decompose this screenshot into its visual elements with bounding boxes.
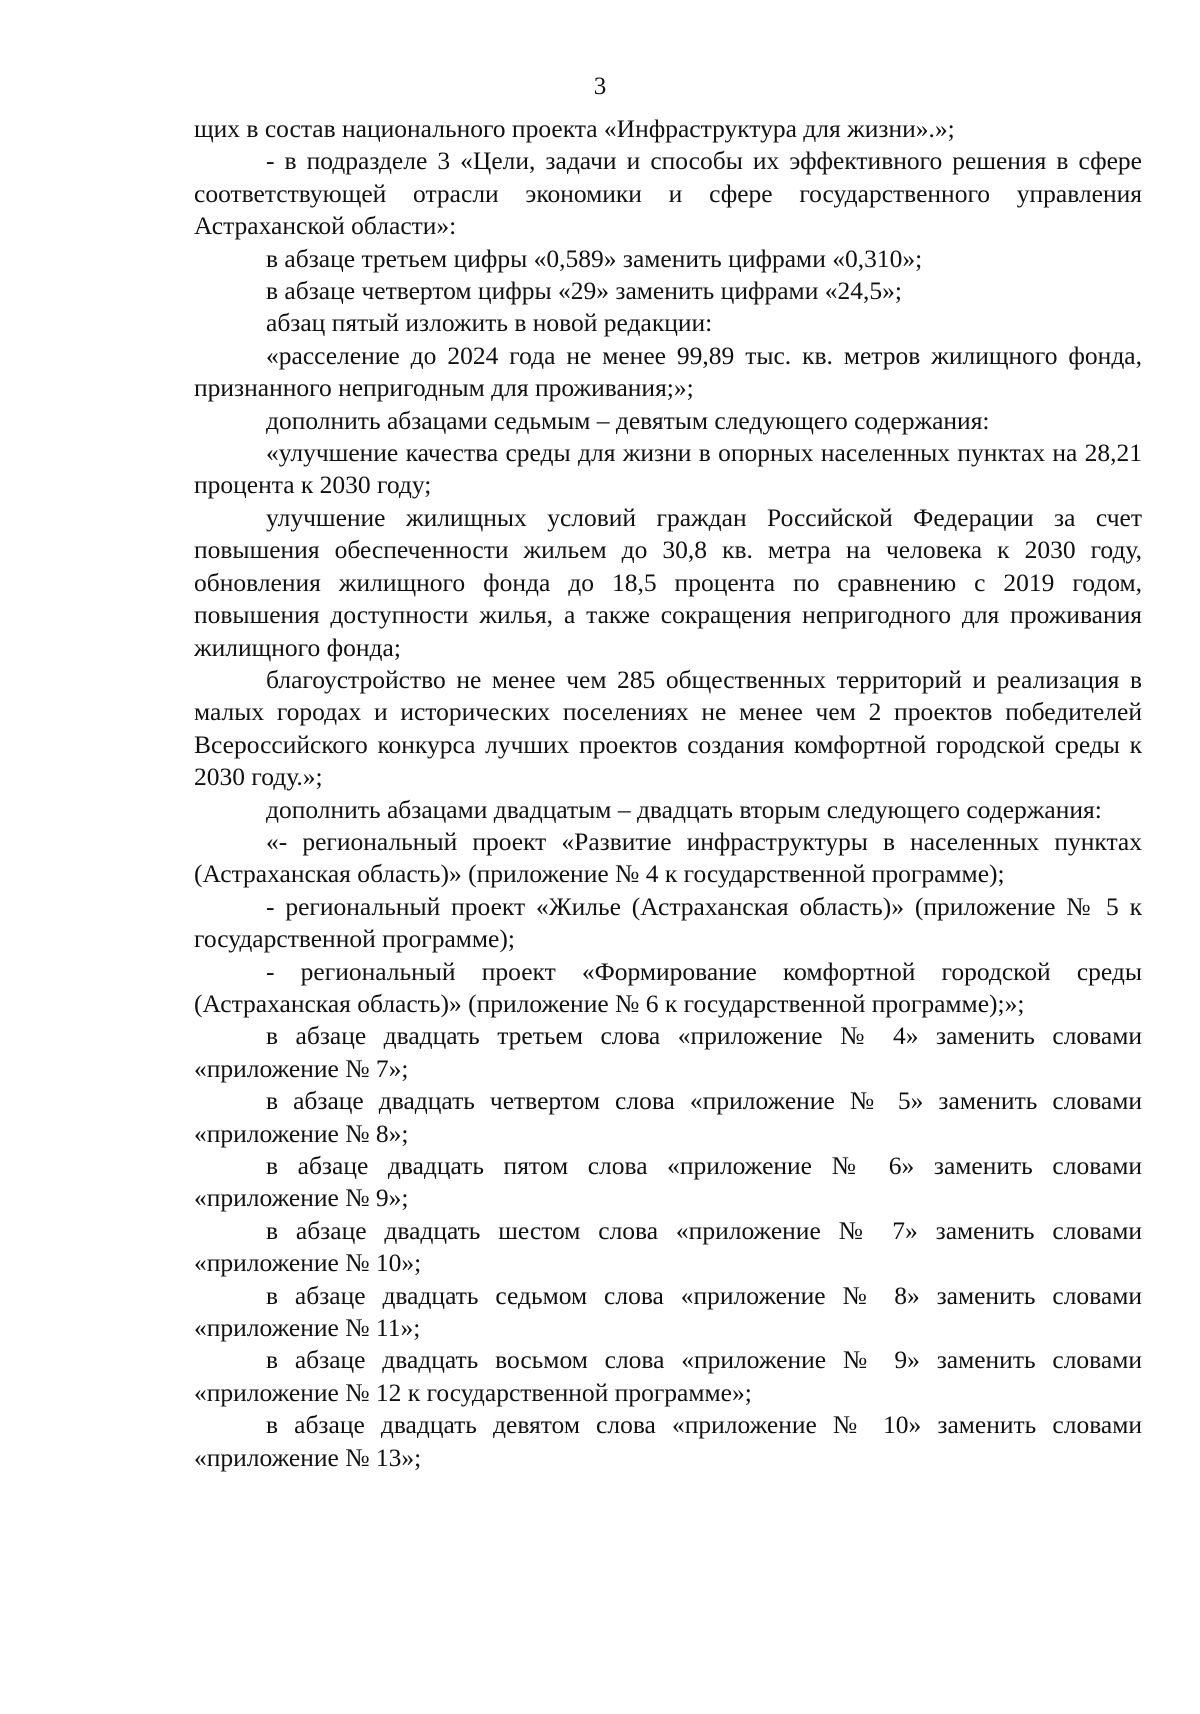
paragraph: «улучшение качества среды для жизни в опорных населенных пунктах на 28,21 процента к 2030 году; (194, 438, 1142, 500)
paragraph: благоустройство не менее чем 285 общественных территорий и реализация в малых городах и исторических поселениях не менее чем 2 проектов победителей Всероссийского конкурса лучших проектов создания комфортной городской среды к 2030 году.»; (194, 664, 1142, 792)
document-body (194, 113, 1142, 1474)
paragraph: в абзаце третьем цифры «0,589» заменить цифрами «0,310»; (266, 243, 923, 273)
paragraph: - региональный проект «Жилье (Астраханская область)» (приложение № 5 к государственной программе); (194, 891, 1142, 954)
paragraph: дополнить абзацами седьмым – девятым следующего содержания: (266, 405, 990, 435)
page-number: 3 (593, 73, 607, 100)
paragraph: «- региональный проект «Развитие инфраструктуры в населенных пунктах (Астраханская область)» (приложение № 4 к государственной программе); (194, 826, 1142, 889)
paragraph: в абзаце двадцать шестом слова «приложение № 7» заменить словами «приложение № 10»; (194, 1215, 1142, 1278)
paragraph: - региональный проект «Формирование комфортной городской среды (Астраханская область)» (приложение № 6 к государственной программе);»; (194, 956, 1142, 1018)
paragraph: в абзаце двадцать пятом слова «приложение № 6» заменить словами «приложение № 9»; (194, 1151, 1142, 1213)
paragraph: абзац пятый изложить в новой редакции: (266, 308, 713, 338)
paragraph: в абзаце двадцать третьем слова «приложение № 4» заменить словами «приложение № 7»; (194, 1021, 1142, 1083)
paragraph: в абзаце двадцать восьмом слова «приложение № 9» заменить словами «приложение № 12 к государственной программе»; (194, 1345, 1142, 1407)
paragraph: - в подразделе 3 «Цели, задачи и способы их эффективного решения в сфере соответствующей отрасли экономики и сфере государственного управления Астраханской области»: (194, 146, 1142, 241)
paragraph: в абзаце двадцать девятом слова «приложение № 10» заменить словами «приложение № 13»; (194, 1410, 1142, 1472)
paragraph: в абзаце двадцать седьмом слова «приложение № 8» заменить словами «приложение № 11»; (194, 1280, 1142, 1343)
paragraph: в абзаце двадцать четвертом слова «приложение № 5» заменить словами «приложение № 8»; (194, 1086, 1142, 1148)
paragraph: «расселение до 2024 года не менее 99,89 тыс. кв. метров жилищного фонда, признанного непригодным для проживания;»; (194, 340, 1142, 403)
paragraph: в абзаце четвертом цифры «29» заменить цифрами «24,5»; (266, 276, 902, 306)
paragraph-continuation: щих в состав национального проекта «Инфраструктура для жизни».»; (194, 114, 955, 143)
paragraph: дополнить абзацами двадцатым – двадцать вторым следующего содержания: (266, 794, 1102, 824)
paragraph: улучшение жилищных условий граждан Российской Федерации за счет повышения обеспеченности жильем до 30,8 кв. метра на человека к 2030 году, обновления жилищного фонда до 18,5 процента по сравнению с 2019 годом, повышения доступности жилья, а также сокращения непригодного для проживания жилищного фонда; (194, 502, 1142, 662)
